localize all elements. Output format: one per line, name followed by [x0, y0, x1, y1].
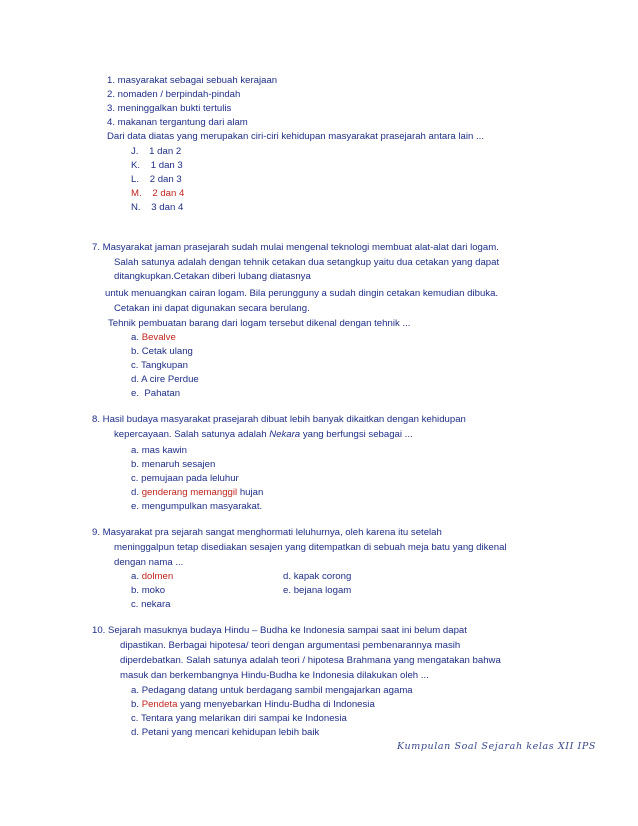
- option-a: a. Pedagang datang untuk berdagang sambil mengajarkan agama: [131, 685, 413, 696]
- option-d: d. genderang memanggil hujan: [131, 487, 264, 498]
- option-e: e. bejana logam: [283, 585, 352, 596]
- question-9-text: dengan nama ...: [114, 557, 184, 568]
- option-b: b. Pendeta yang menyebarkan Hindu-Budha di Indonesia: [131, 699, 375, 710]
- option-d: d. Petani yang mencari kehidupan lebih baik: [131, 727, 320, 738]
- question-8-text: kepercayaan. Salah satunya adalah Nekara yang berfungsi sebagai ...: [114, 429, 413, 440]
- option-b: b. Cetak ulang: [131, 346, 193, 357]
- question-10-text: masuk dan berkembangnya Hindu-Budha ke Indonesia dilakukan oleh ...: [120, 670, 429, 681]
- option-n: N. 3 dan 4: [131, 202, 184, 213]
- option-a: a. Bevalve: [131, 332, 176, 343]
- option-a: a. dolmen: [131, 571, 174, 582]
- option-d: d. kapak corong: [283, 571, 352, 582]
- list-item: 4. makanan tergantung dari alam: [107, 117, 248, 128]
- option-a: a. mas kawin: [131, 445, 188, 456]
- option-c: c. pemujaan pada leluhur: [131, 473, 239, 484]
- option-j: J. 1 dan 2: [131, 146, 182, 157]
- question-9-text: 9. Masyarakat pra sejarah sangat menghormati leluhurnya, oleh karena itu setelah: [92, 527, 442, 538]
- question-7-text: Cetakan ini dapat digunakan secara berulang.: [114, 303, 310, 314]
- question-7-text: Salah satunya adalah dengan tehnik cetakan dua setangkup yaitu dua cetakan yang dapat: [114, 257, 500, 268]
- question-10-text: dipastikan. Berbagai hipotesa/ teori dengan argumentasi pembenarannya masih: [120, 640, 461, 651]
- question-8-text: 8. Hasil budaya masyarakat prasejarah dibuat lebih banyak dikaitkan dengan kehidupan: [92, 414, 466, 425]
- question-7-text: Tehnik pembuatan barang dari logam tersebut dikenal dengan tehnik ...: [108, 318, 411, 329]
- option-e: e. mengumpulkan masyarakat.: [131, 501, 263, 512]
- option-c: c. Tangkupan: [131, 360, 188, 371]
- question-6-stem: Dari data diatas yang merupakan ciri-ciri kehidupan masyarakat prasejarah antara lain ...: [107, 131, 485, 142]
- question-7-text: ditangkupkan.Cetakan diberi lubang diatasnya: [114, 271, 311, 282]
- option-m: M. 2 dan 4: [131, 188, 185, 199]
- question-9-text: meninggalpun tetap disediakan sesajen yang ditempatkan di sebuah meja batu yang dikenal: [114, 542, 507, 553]
- option-b: b. menaruh sesajen: [131, 459, 216, 470]
- option-c: c. nekara: [131, 599, 171, 610]
- page-footer: Kumpulan Soal Sejarah kelas XII IPS: [397, 741, 597, 752]
- option-c: c. Tentara yang melarikan diri sampai ke Indonesia: [131, 713, 347, 724]
- question-10-text: 10. Sejarah masuknya budaya Hindu – Budha ke Indonesia sampai saat ini belum dapat: [92, 625, 467, 636]
- option-d: d. A cire Perdue: [131, 374, 199, 385]
- question-7-text: 7. Masyarakat jaman prasejarah sudah mulai mengenal teknologi membuat alat-alat dari logam.: [92, 242, 499, 253]
- list-item: 3. meninggalkan bukti tertulis: [107, 103, 232, 114]
- list-item: 2. nomaden / berpindah-pindah: [107, 89, 241, 100]
- question-10-text: diperdebatkan. Salah satunya adalah teori / hipotesa Brahmana yang mengatakan bahwa: [120, 655, 501, 666]
- option-b: b. moko: [131, 585, 166, 596]
- option-e: e. Pahatan: [131, 388, 181, 399]
- list-item: 1. masyarakat sebagai sebuah kerajaan: [107, 75, 278, 86]
- option-l: L. 2 dan 3: [131, 174, 182, 185]
- question-7-text: untuk menuangkan cairan logam. Bila perungguny a sudah dingin cetakan kemudian dibuka.: [105, 288, 499, 299]
- option-k: K. 1 dan 3: [131, 160, 183, 171]
